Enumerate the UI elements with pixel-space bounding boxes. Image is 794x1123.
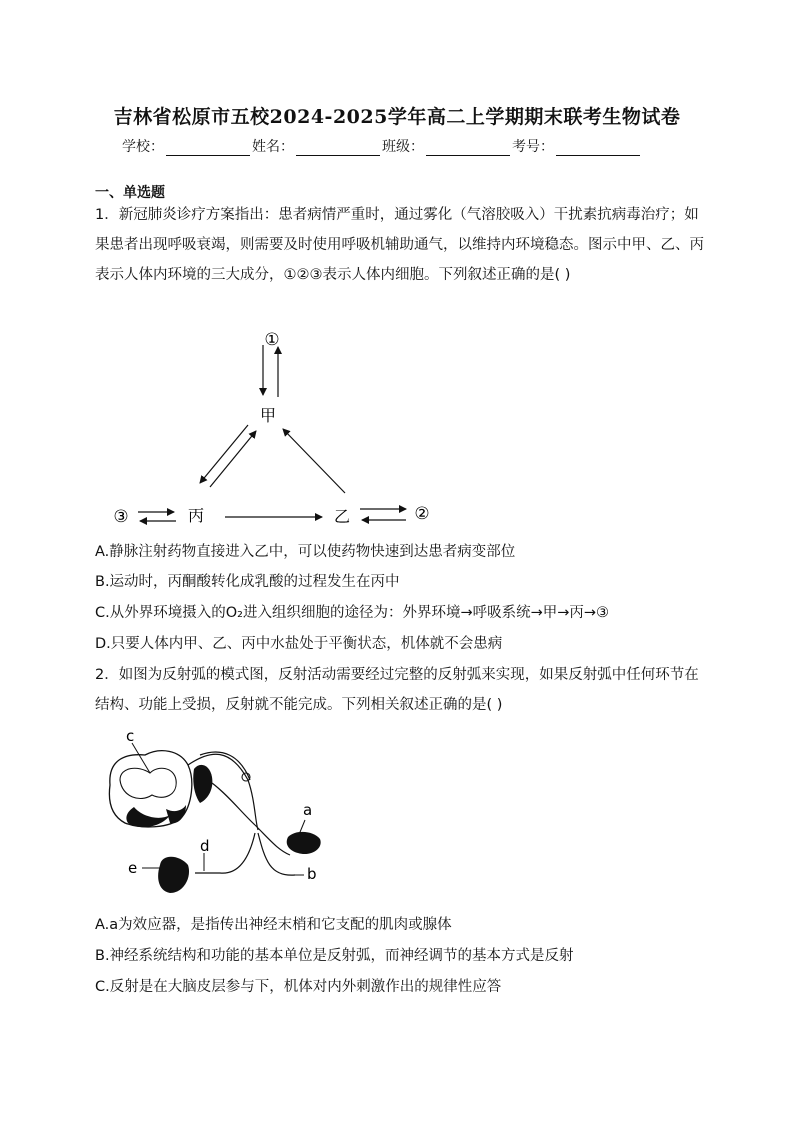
arrow-jia-to-bing: [200, 425, 248, 483]
class-label: 班级：: [382, 139, 424, 155]
circle-2-label: ②: [414, 504, 430, 524]
grey-matter: [120, 768, 176, 798]
name-label: 姓名：: [252, 139, 294, 155]
ventral-horn-left: [126, 807, 170, 827]
label-e: e: [128, 859, 138, 877]
class-blank[interactable]: [426, 141, 510, 156]
label-c: c: [126, 727, 135, 745]
exam-no-blank[interactable]: [556, 141, 640, 156]
question-1-diagram: [100, 325, 460, 535]
student-info-row: [122, 136, 642, 156]
label-d: d: [200, 837, 210, 855]
school-label: 学校：: [122, 139, 164, 155]
organ-a: [287, 832, 321, 854]
q1-option-a[interactable]: A.静脉注射药物直接进入乙中，可以使药物快速到达患者病变部位: [95, 544, 516, 560]
page-title: 吉林省松原市五校2024-2025学年高二上学期期末联考生物试卷: [113, 106, 681, 128]
q2-option-a[interactable]: A.a为效应器，是指传出神经末梢和它支配的肌肉或腺体: [95, 917, 452, 933]
section-heading: 一、单选题: [95, 185, 165, 201]
yi-label: 乙: [333, 507, 351, 526]
ventral-horn-right: [166, 805, 186, 823]
efferent-fiber: [212, 783, 255, 825]
circle-1-label: ①: [264, 330, 280, 350]
reflex-arc-diagram: [100, 725, 340, 900]
muscle-e: [158, 857, 189, 893]
jia-label: 甲: [259, 406, 277, 425]
q1-option-b[interactable]: B.运动时，丙酮酸转化成乳酸的过程发生在丙中: [95, 574, 400, 590]
dorsal-root-ganglion: [193, 765, 212, 803]
school-blank[interactable]: [166, 141, 250, 156]
question-2-stem: 2．如图为反射弧的模式图，反射活动需要经过完整的反射弧来实现，如果反射弧中任何环节在结构、功能上受损，反射就不能完成。下列相关叙述正确的是( ): [95, 667, 699, 713]
label-a: a: [303, 801, 313, 819]
bing-label: 丙: [187, 506, 205, 525]
q1-option-d[interactable]: D.只要人体内甲、乙、丙中水盐处于平衡状态，机体就不会患病: [95, 636, 503, 652]
arrow-bing-to-jia: [210, 431, 256, 487]
arrow-yi-to-jia: [283, 429, 345, 493]
q2-option-b[interactable]: B.神经系统结构和功能的基本单位是反射弧，而神经调节的基本方式是反射: [95, 948, 574, 964]
q1-option-c[interactable]: C.从外界环境摄入的O₂进入组织细胞的途径为：外界环境→呼吸系统→甲→丙→③: [95, 605, 610, 621]
label-b: b: [307, 865, 317, 883]
name-blank[interactable]: [296, 141, 380, 156]
exam-no-label: 考号：: [512, 139, 554, 155]
q2-option-c[interactable]: C.反射是在大脑皮层参与下，机体对内外刺激作出的规律性应答: [95, 979, 502, 995]
question-1-stem: 1．新冠肺炎诊疗方案指出：患者病情严重时，通过雾化（气溶胶吸入）干扰素抗病毒治疗；如果患者出现呼吸衰竭，则需要及时使用呼吸机辅助通气，以维持内环境稳态。图示中甲、乙、丙表示人体内环境的三大成分，①②③表示人体内细胞。下列叙述正确的是( ): [95, 207, 704, 283]
circle-3-label: ③: [113, 507, 129, 527]
